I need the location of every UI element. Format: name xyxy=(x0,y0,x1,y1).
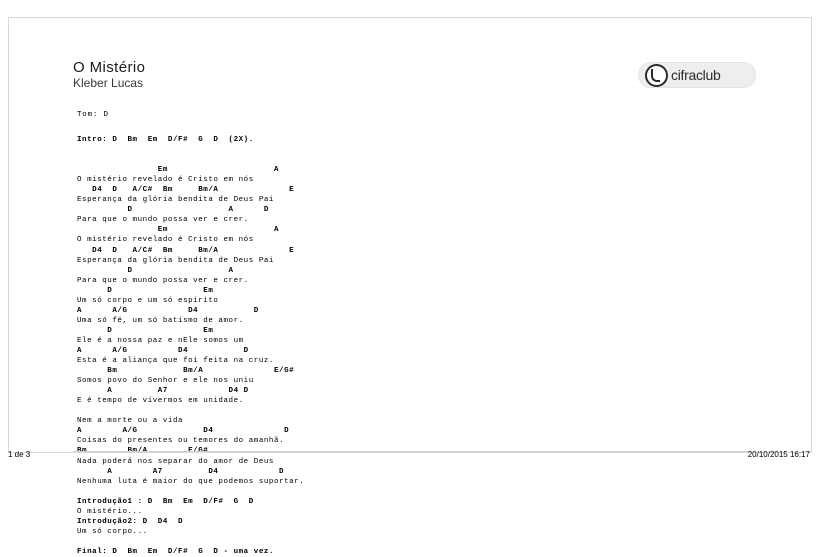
blank-line xyxy=(77,487,697,497)
blank-line xyxy=(77,537,697,547)
lyric-line: O mistério revelado é Cristo em nós xyxy=(77,176,254,185)
chord-line: A A/G D4 D xyxy=(77,346,249,355)
lyric-line: Um só corpo... xyxy=(77,527,148,536)
cifraclub-logo-text: cifraclub xyxy=(671,67,721,83)
lyric-line: O mistério revelado é Cristo em nós xyxy=(77,236,254,245)
lyric-line: Esta é a aliança que foi feita na cruz. xyxy=(77,357,274,366)
lyric-line: E é tempo de vivermos em unidade. xyxy=(77,397,244,406)
chord-line: Intro: D Bm Em D/F# G D (2X). xyxy=(77,136,254,144)
chord-line: Bm Bm/A E/G# xyxy=(77,367,295,376)
blank-line xyxy=(77,406,697,416)
lyric-line: O mistério... xyxy=(77,507,143,516)
song-key: Tom: D xyxy=(77,111,109,119)
chord-line: A A7 D4 D xyxy=(77,387,249,396)
chord-line: Final: D Bm Em D/F# G D - uma vez. xyxy=(77,547,274,556)
page-number: 1 de 3 xyxy=(8,450,31,459)
lyric-line: Para que o mundo possa ver e crer. xyxy=(77,216,249,225)
lyric-line: Uma só fé, um só batismo de amor. xyxy=(77,316,244,325)
chord-sheet xyxy=(77,135,697,557)
lyric-line: Nem a morte ou a vida xyxy=(77,417,184,426)
print-timestamp: 20/10/2015 16:17 xyxy=(747,450,810,459)
lyric-line: Um só corpo e um só espírito xyxy=(77,296,219,305)
lyric-line: Nenhuma luta é maior do que podemos suportar. xyxy=(77,477,305,486)
lyric-line: Nada poderá nos separar do amor de Deus xyxy=(77,457,274,466)
chord-line: A A7 D4 D xyxy=(77,467,285,476)
chord-line: D4 D A/C# Bm Bm/A E xyxy=(77,186,295,195)
lyric-line: Para que o mundo possa ver e crer. xyxy=(77,276,249,285)
lyric-line: Ele é a nossa paz e nEle somos um xyxy=(77,336,244,345)
song-title-block xyxy=(73,59,145,91)
lyric-line: Coisas do presentes ou temores do amanhã. xyxy=(77,437,285,446)
chord-line: Introdução1 : D Bm Em D/F# G D xyxy=(77,497,254,506)
blank-line xyxy=(77,145,697,155)
chord-line: D Em xyxy=(77,286,214,295)
chord-line: D A xyxy=(77,266,234,275)
chord-line: Introdução2: D D4 D xyxy=(77,517,184,526)
chord-line: A A/G D4 D xyxy=(77,306,259,315)
blank-line xyxy=(77,155,697,165)
chord-line: D4 D A/C# Bm Bm/A E xyxy=(77,246,295,255)
song-artist: Kleber Lucas xyxy=(73,76,144,90)
chord-line: D A D xyxy=(77,206,269,215)
guitar-pick-icon xyxy=(645,64,668,87)
chord-line: D Em xyxy=(77,326,214,335)
page-title: O Mistério xyxy=(73,59,146,76)
chord-line: Em A xyxy=(77,226,280,235)
lyric-line: Somos povo do Senhor e ele nos uniu xyxy=(77,377,254,386)
chord-line: A A/G D4 D xyxy=(77,427,290,436)
print-footer xyxy=(0,450,820,462)
lyric-line: Esperança da glória bendita de Deus Pai xyxy=(77,196,274,205)
chord-line: Em A xyxy=(77,166,280,175)
lyric-line: Esperança da glória bendita de Deus Pai xyxy=(77,256,274,265)
cifraclub-logo xyxy=(638,62,756,88)
